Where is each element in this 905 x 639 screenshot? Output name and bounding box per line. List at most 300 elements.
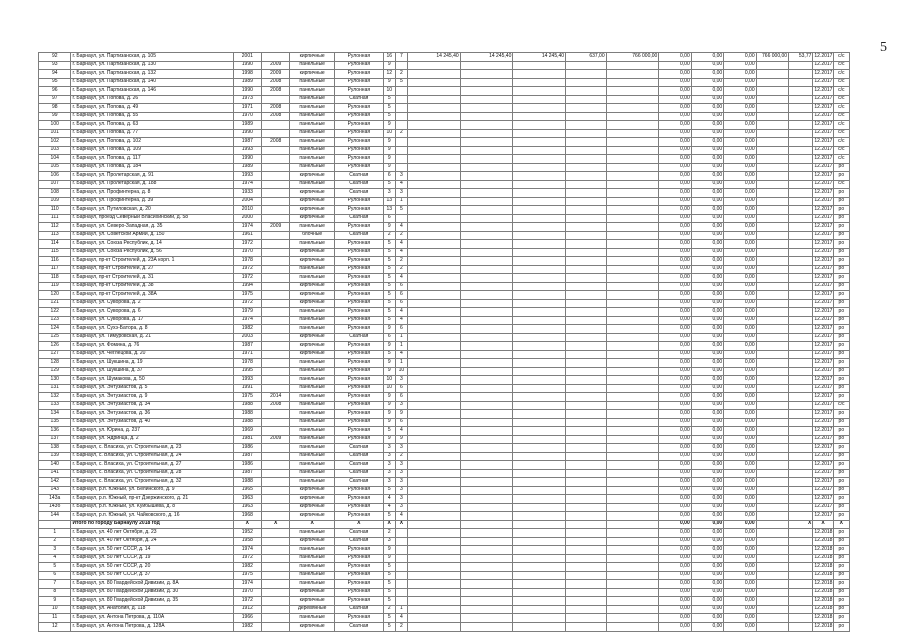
- cell-roof: Скатная: [334, 537, 383, 546]
- cell-num: 3: [39, 546, 71, 555]
- cell-z2: 0,00: [691, 427, 723, 436]
- cell-a1: [407, 503, 460, 512]
- cell-z3: 0,00: [724, 622, 756, 632]
- cell-tot: [756, 444, 788, 453]
- cell-z2: 0,00: [691, 622, 723, 632]
- cell-en: 4: [395, 512, 407, 521]
- cell-y1: 2003: [233, 333, 261, 342]
- cell-y2: 2008: [262, 401, 290, 410]
- cell-t: [606, 554, 659, 563]
- cell-a3: [513, 435, 566, 444]
- cell-z2: 0,00: [691, 418, 723, 427]
- cell-z1: 0,00: [659, 478, 691, 487]
- cell-z1: 0,00: [659, 350, 691, 359]
- cell-t: [606, 597, 659, 606]
- cell-a3: [513, 121, 566, 130]
- cell-t: 766 000,00: [606, 53, 659, 62]
- cell-wall: панельные: [290, 427, 335, 436]
- cell-tot: [756, 563, 788, 572]
- cell-k: ро: [833, 563, 849, 572]
- cell-wall: панельные: [290, 223, 335, 232]
- cell-z3: 0,00: [724, 359, 756, 368]
- cell-z1: 0,00: [659, 274, 691, 283]
- cell-num: 7: [39, 580, 71, 589]
- cell-z3: 0,00: [724, 291, 756, 300]
- cell-r: [789, 138, 813, 147]
- cell-a3: [513, 70, 566, 79]
- cell-en: [395, 121, 407, 130]
- cell-z1: 0,00: [659, 308, 691, 317]
- table-row: [39, 546, 850, 555]
- cell-addr: г. Барнаул, ул. Тимуровская, д. 21: [71, 333, 233, 342]
- cell-t: [606, 614, 659, 623]
- cell-tot: [756, 146, 788, 155]
- cell-a2: [460, 129, 513, 138]
- cell-r: [789, 418, 813, 427]
- cell-z1: 0,00: [659, 554, 691, 563]
- cell-z2: 0,00: [691, 359, 723, 368]
- cell-z3: 0,00: [724, 197, 756, 206]
- cell-y2: [262, 274, 290, 283]
- table-row: [39, 384, 850, 393]
- cell-z1: 0,00: [659, 367, 691, 376]
- cell-z2: 0,00: [691, 61, 723, 70]
- cell-r: [789, 580, 813, 589]
- cell-num: 125: [39, 333, 71, 342]
- cell-y2: [262, 206, 290, 215]
- cell-en: [395, 571, 407, 580]
- cell-z2: 0,00: [691, 478, 723, 487]
- table-row: [39, 529, 850, 538]
- cell-tot: 766 000,00: [756, 53, 788, 62]
- cell-z1: 0,00: [659, 214, 691, 223]
- cell-y2: [262, 197, 290, 206]
- table-row: [39, 359, 850, 368]
- cell-roof: Рулонная: [334, 282, 383, 291]
- cell-en: 3: [395, 444, 407, 453]
- cell-addr: г. Барнаул, р.п. Южный, ул. Чайковского, д. 16: [71, 512, 233, 521]
- cell-d: 12.2017: [813, 342, 833, 351]
- cell-wall: панельные: [290, 78, 335, 87]
- cell-a1: [407, 112, 460, 121]
- cell-r: [789, 316, 813, 325]
- cell-tot: [756, 469, 788, 478]
- cell-wall: кирпичные: [290, 495, 335, 504]
- cell-addr: г. Барнаул, ул. Энтузиастов, д. 34: [71, 401, 233, 410]
- cell-z3: 0,00: [724, 155, 756, 164]
- cell-z1: 0,00: [659, 571, 691, 580]
- cell-a2: [460, 384, 513, 393]
- cell-t: [606, 248, 659, 257]
- cell-k: ро: [833, 614, 849, 623]
- cell-y1: 2000: [233, 214, 261, 223]
- cell-roof: Рулонная: [334, 112, 383, 121]
- cell-wall: панельные: [290, 452, 335, 461]
- cell-d: 12.2017: [813, 308, 833, 317]
- cell-s: [566, 189, 607, 198]
- cell-t: [606, 469, 659, 478]
- cell-z3: 0,00: [724, 393, 756, 402]
- cell-roof: Рулонная: [334, 197, 383, 206]
- cell-tot: [756, 299, 788, 308]
- cell-d: 12.2017: [813, 486, 833, 495]
- cell-y2: [262, 282, 290, 291]
- cell-d: 12.2017: [813, 53, 833, 62]
- cell-a2: [460, 588, 513, 597]
- table-row: [39, 104, 850, 113]
- cell-num: 111: [39, 214, 71, 223]
- cell-d: 12.2018: [813, 554, 833, 563]
- cell-a2: [460, 435, 513, 444]
- cell-y1: 1968: [233, 512, 261, 521]
- cell-r: Х: [789, 520, 813, 529]
- table-row: [39, 571, 850, 580]
- cell-a1: [407, 282, 460, 291]
- cell-a2: [460, 155, 513, 164]
- cell-fl: 2: [383, 529, 395, 538]
- cell-y1: 1989: [233, 121, 261, 130]
- cell-a2: [460, 112, 513, 121]
- cell-wall: кирпичные: [290, 342, 335, 351]
- cell-fl: Х: [383, 520, 395, 529]
- cell-a3: [513, 359, 566, 368]
- table-row: [39, 291, 850, 300]
- cell-d: 12.2017: [813, 112, 833, 121]
- cell-en: 2: [395, 70, 407, 79]
- page-number: 5: [880, 40, 887, 55]
- cell-wall: панельные: [290, 104, 335, 113]
- cell-addr: г. Барнаул, ул. Попова, д. 102: [71, 138, 233, 147]
- cell-roof: Рулонная: [334, 418, 383, 427]
- cell-z1: 0,00: [659, 605, 691, 614]
- cell-t: [606, 180, 659, 189]
- cell-en: [395, 104, 407, 113]
- cell-d: 12.2017: [813, 197, 833, 206]
- cell-r: [789, 367, 813, 376]
- cell-wall: панельные: [290, 367, 335, 376]
- cell-z2: 0,00: [691, 571, 723, 580]
- cell-fl: 3: [383, 444, 395, 453]
- cell-a2: [460, 231, 513, 240]
- cell-s: [566, 512, 607, 521]
- cell-s: [566, 495, 607, 504]
- cell-z3: 0,00: [724, 410, 756, 419]
- cell-r: [789, 172, 813, 181]
- cell-k: ро: [833, 299, 849, 308]
- cell-a3: [513, 146, 566, 155]
- cell-y2: [262, 427, 290, 436]
- cell-y1: 1990: [233, 87, 261, 96]
- cell-a2: [460, 240, 513, 249]
- cell-t: [606, 520, 659, 529]
- cell-roof: Скатная: [334, 95, 383, 104]
- cell-z3: 0,00: [724, 231, 756, 240]
- cell-fl: 5: [383, 588, 395, 597]
- cell-k: ро: [833, 376, 849, 385]
- cell-k: ро: [833, 580, 849, 589]
- cell-roof: Рулонная: [334, 163, 383, 172]
- cell-num: 143а: [39, 495, 71, 504]
- cell-r: [789, 563, 813, 572]
- cell-r: [789, 588, 813, 597]
- cell-tot: [756, 427, 788, 436]
- cell-roof: Рулонная: [334, 53, 383, 62]
- cell-z1: 0,00: [659, 291, 691, 300]
- cell-r: [789, 180, 813, 189]
- cell-y1: 1972: [233, 597, 261, 606]
- cell-tot: [756, 265, 788, 274]
- cell-addr: г. Барнаул, ул. Попова, д. 49: [71, 104, 233, 113]
- cell-addr: г. Барнаул, ул. Попова, д. 109: [71, 146, 233, 155]
- cell-num: 135: [39, 418, 71, 427]
- cell-roof: Рулонная: [334, 274, 383, 283]
- cell-k: с/с: [833, 146, 849, 155]
- cell-y1: 1975: [233, 571, 261, 580]
- cell-d: 12.2018: [813, 622, 833, 632]
- cell-z1: 0,00: [659, 342, 691, 351]
- cell-a3: [513, 129, 566, 138]
- cell-r: [789, 435, 813, 444]
- cell-y2: 2009: [262, 70, 290, 79]
- cell-r: [789, 359, 813, 368]
- cell-wall: панельные: [290, 308, 335, 317]
- cell-roof: Рулонная: [334, 571, 383, 580]
- cell-z3: 0,00: [724, 112, 756, 121]
- cell-y1: 1978: [233, 359, 261, 368]
- table-row: [39, 376, 850, 385]
- cell-a2: [460, 452, 513, 461]
- cell-z1: 0,00: [659, 529, 691, 538]
- cell-a2: [460, 61, 513, 70]
- cell-a1: [407, 495, 460, 504]
- cell-z1: 0,00: [659, 197, 691, 206]
- cell-fl: 6: [383, 172, 395, 181]
- cell-num: 98: [39, 104, 71, 113]
- cell-num: 144: [39, 512, 71, 521]
- cell-tot: [756, 529, 788, 538]
- cell-s: [566, 410, 607, 419]
- cell-num: 9: [39, 597, 71, 606]
- table-row: [39, 588, 850, 597]
- cell-s: [566, 461, 607, 470]
- cell-z2: 0,00: [691, 452, 723, 461]
- cell-r: [789, 121, 813, 130]
- cell-a1: [407, 486, 460, 495]
- cell-roof: Рулонная: [334, 325, 383, 334]
- table-row: [39, 563, 850, 572]
- cell-z1: 0,00: [659, 546, 691, 555]
- cell-y2: [262, 121, 290, 130]
- cell-num: 115: [39, 248, 71, 257]
- cell-wall: панельные: [290, 112, 335, 121]
- cell-num: 99: [39, 112, 71, 121]
- cell-fl: 9: [383, 554, 395, 563]
- cell-a2: [460, 469, 513, 478]
- cell-num: 96: [39, 87, 71, 96]
- cell-r: [789, 206, 813, 215]
- cell-a1: [407, 274, 460, 283]
- cell-tot: [756, 393, 788, 402]
- cell-num: 103: [39, 146, 71, 155]
- cell-y1: 1987: [233, 469, 261, 478]
- cell-a2: [460, 410, 513, 419]
- cell-t: [606, 129, 659, 138]
- registry-table: [38, 52, 850, 632]
- cell-en: 4: [395, 614, 407, 623]
- cell-wall: деревянные: [290, 605, 335, 614]
- table-row: [39, 214, 850, 223]
- cell-a2: [460, 350, 513, 359]
- cell-k: ро: [833, 495, 849, 504]
- cell-num: 126: [39, 342, 71, 351]
- cell-z1: 0,00: [659, 580, 691, 589]
- cell-wall: панельные: [290, 95, 335, 104]
- cell-a1: [407, 580, 460, 589]
- cell-z1: 0,00: [659, 537, 691, 546]
- cell-num: 95: [39, 78, 71, 87]
- cell-en: 1: [395, 359, 407, 368]
- cell-roof: Скатная: [334, 180, 383, 189]
- table-row: [39, 206, 850, 215]
- cell-r: [789, 325, 813, 334]
- cell-roof: Скатная: [334, 189, 383, 198]
- cell-k: с/с: [833, 180, 849, 189]
- cell-a2: [460, 367, 513, 376]
- cell-a2: [460, 172, 513, 181]
- cell-a2: [460, 444, 513, 453]
- cell-a3: [513, 588, 566, 597]
- cell-a2: [460, 206, 513, 215]
- cell-z2: 0,00: [691, 503, 723, 512]
- cell-z3: 0,00: [724, 87, 756, 96]
- cell-d: 12.2017: [813, 359, 833, 368]
- cell-a1: [407, 512, 460, 521]
- cell-roof: Скатная: [334, 469, 383, 478]
- cell-wall: панельные: [290, 614, 335, 623]
- cell-y1: 1969: [233, 427, 261, 436]
- cell-z2: 0,00: [691, 87, 723, 96]
- cell-roof: Скатная: [334, 333, 383, 342]
- cell-en: 9: [395, 410, 407, 419]
- cell-num: 143: [39, 486, 71, 495]
- cell-d: 12.2017: [813, 121, 833, 130]
- cell-a3: [513, 265, 566, 274]
- cell-y2: [262, 240, 290, 249]
- cell-d: 12.2017: [813, 427, 833, 436]
- cell-k: Х: [833, 520, 849, 529]
- cell-a2: [460, 333, 513, 342]
- cell-addr: г. Барнаул, ул. Попова, д. 117: [71, 155, 233, 164]
- cell-a2: [460, 70, 513, 79]
- cell-fl: 5: [383, 274, 395, 283]
- table-row: [39, 189, 850, 198]
- cell-num: 142: [39, 478, 71, 487]
- cell-d: 12.2018: [813, 614, 833, 623]
- cell-z2: 0,00: [691, 70, 723, 79]
- cell-roof: Рулонная: [334, 146, 383, 155]
- cell-t: [606, 61, 659, 70]
- cell-t: [606, 172, 659, 181]
- cell-a2: [460, 214, 513, 223]
- cell-fl: 5: [383, 299, 395, 308]
- cell-a2: [460, 546, 513, 555]
- table-row: [39, 299, 850, 308]
- cell-num: 106: [39, 172, 71, 181]
- cell-z1: 0,00: [659, 163, 691, 172]
- cell-a2: [460, 359, 513, 368]
- cell-roof: Рулонная: [334, 427, 383, 436]
- cell-fl: 5: [383, 622, 395, 632]
- cell-fl: 16: [383, 53, 395, 62]
- cell-a3: [513, 189, 566, 198]
- cell-roof: Рулонная: [334, 554, 383, 563]
- cell-y1: 1989: [233, 78, 261, 87]
- cell-roof: Рулонная: [334, 512, 383, 521]
- cell-z3: 0,00: [724, 214, 756, 223]
- cell-a3: [513, 614, 566, 623]
- cell-z3: 0,00: [724, 61, 756, 70]
- cell-a2: [460, 622, 513, 632]
- cell-y1: 1982: [233, 563, 261, 572]
- cell-s: [566, 95, 607, 104]
- cell-z2: 0,00: [691, 257, 723, 266]
- cell-z2: 0,00: [691, 265, 723, 274]
- cell-a1: [407, 461, 460, 470]
- cell-en: 4: [395, 223, 407, 232]
- cell-k: с/с: [833, 112, 849, 121]
- cell-tot: [756, 359, 788, 368]
- cell-t: [606, 367, 659, 376]
- cell-roof: Х: [334, 520, 383, 529]
- cell-t: [606, 588, 659, 597]
- cell-fl: 2: [383, 605, 395, 614]
- cell-wall: панельные: [290, 384, 335, 393]
- cell-num: 123: [39, 316, 71, 325]
- table-row: [39, 486, 850, 495]
- cell-a3: [513, 240, 566, 249]
- cell-wall: панельные: [290, 401, 335, 410]
- cell-a1: [407, 597, 460, 606]
- cell-addr: г. Барнаул, ул. Шукшина, д. 37: [71, 367, 233, 376]
- cell-k: ро: [833, 503, 849, 512]
- cell-y1: 2004: [233, 197, 261, 206]
- cell-r: [789, 146, 813, 155]
- cell-k: ро: [833, 223, 849, 232]
- cell-tot: [756, 180, 788, 189]
- cell-roof: Рулонная: [334, 614, 383, 623]
- cell-fl: 5: [383, 291, 395, 300]
- cell-d: 12.2017: [813, 291, 833, 300]
- cell-num: 134: [39, 410, 71, 419]
- table-row: [39, 401, 850, 410]
- cell-addr: г. Барнаул, с. Власиха, ул. Строительная, д. 28: [71, 469, 233, 478]
- cell-k: ро: [833, 206, 849, 215]
- cell-fl: 5: [383, 316, 395, 325]
- cell-roof: Скатная: [334, 529, 383, 538]
- cell-a3: [513, 214, 566, 223]
- cell-d: 12.2018: [813, 563, 833, 572]
- cell-a1: [407, 240, 460, 249]
- cell-num: 118: [39, 274, 71, 283]
- cell-k: ро: [833, 189, 849, 198]
- cell-y1: 1993: [233, 146, 261, 155]
- cell-a1: [407, 95, 460, 104]
- cell-a2: [460, 223, 513, 232]
- cell-z1: 0,00: [659, 78, 691, 87]
- cell-t: [606, 282, 659, 291]
- cell-z2: 0,00: [691, 146, 723, 155]
- cell-tot: [756, 129, 788, 138]
